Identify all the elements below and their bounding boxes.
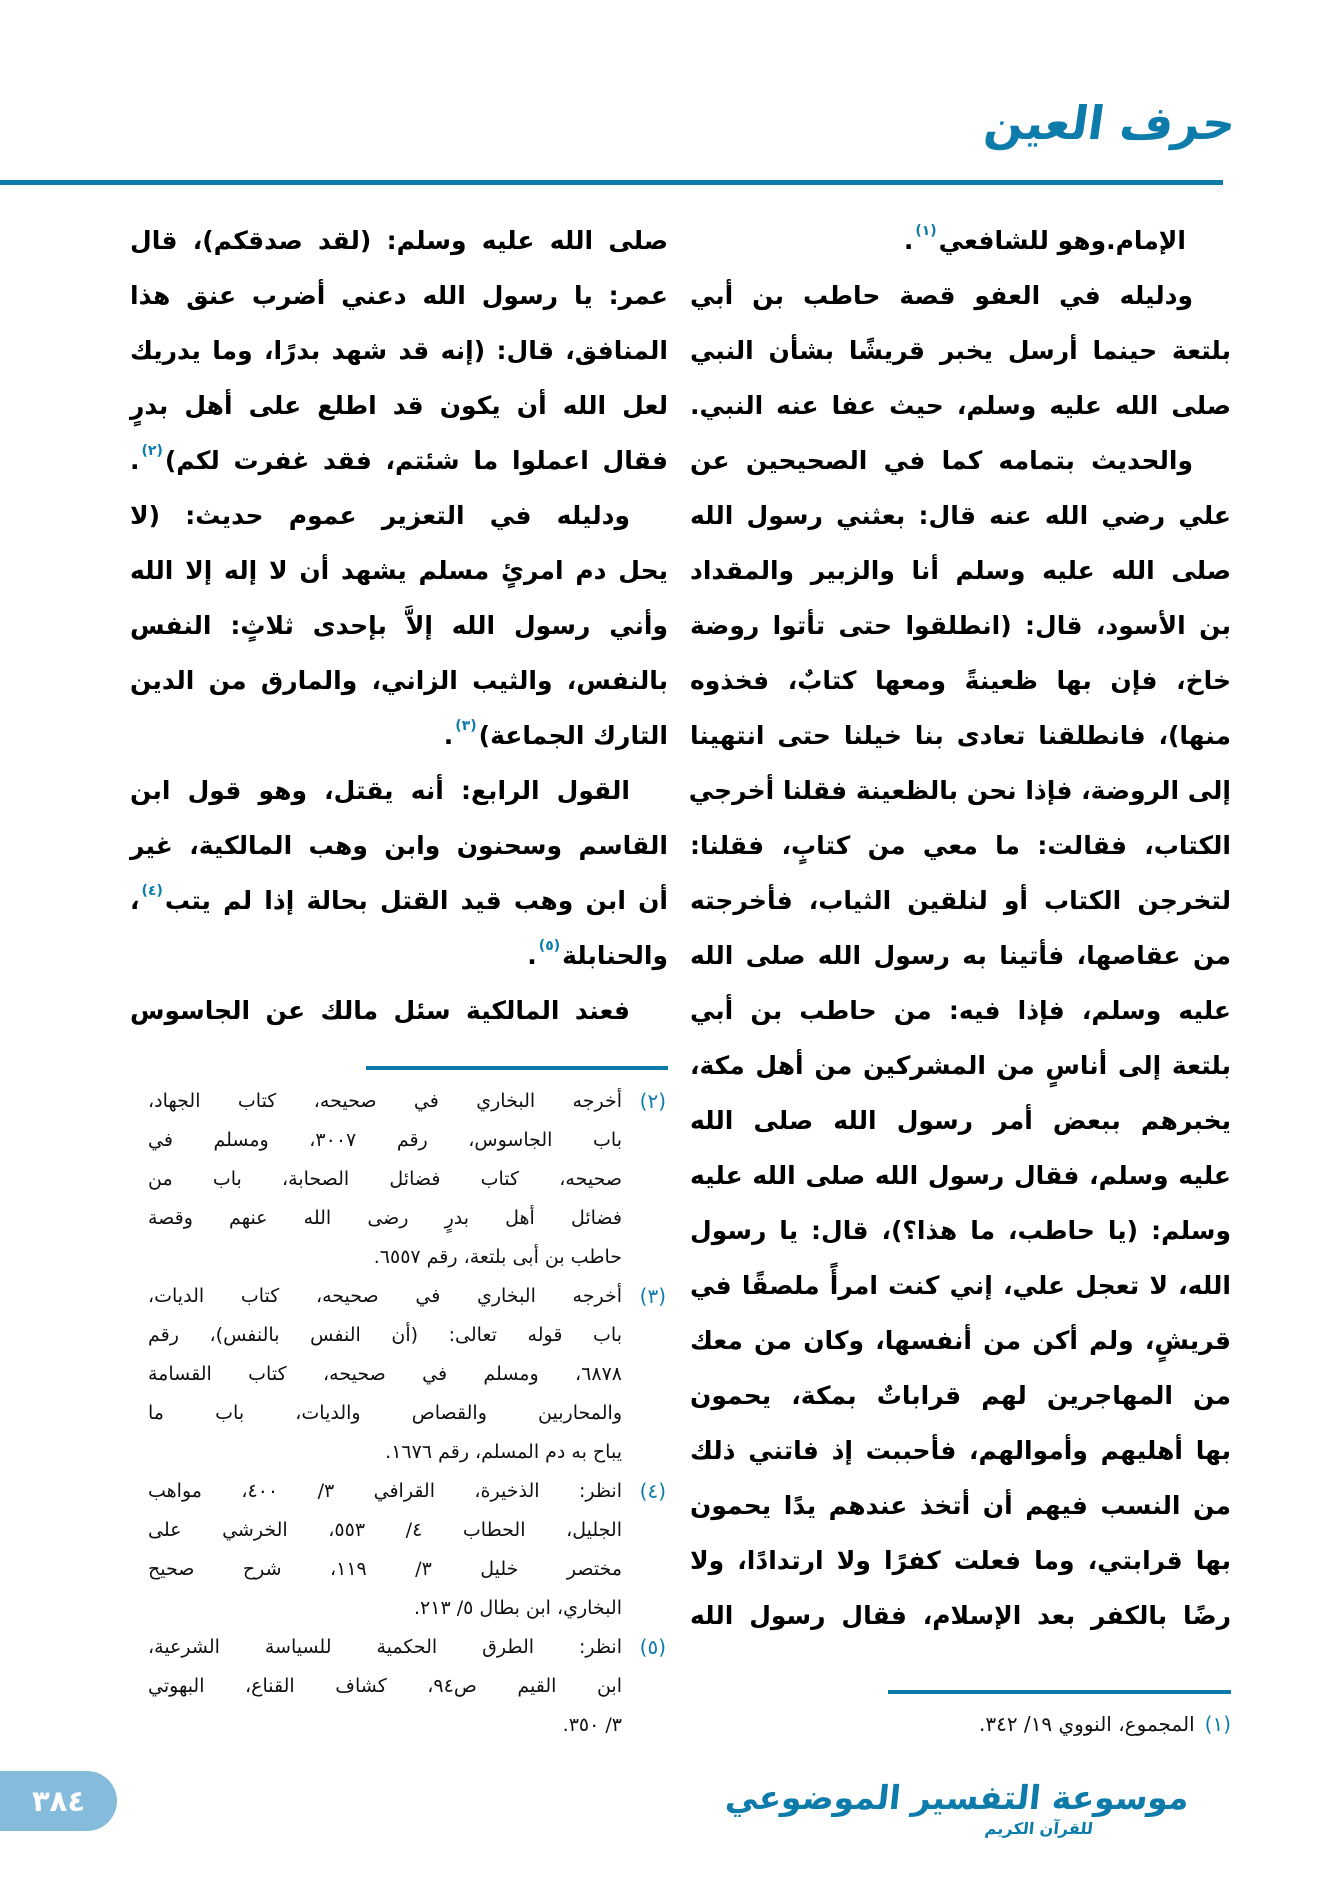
footnote [130, 1277, 668, 1472]
footnote-number: (٤) [639, 1479, 666, 1503]
body-text-line: قريشٍ، ولم أكن من أنفسها، وكان من معك [690, 1326, 1231, 1355]
body-text-line: إلى الروضة، فإذا نحن بالظعينة فقلنا أخرجي [688, 776, 1231, 805]
body-text-line: صلى الله عليه وسلم: (لقد صدقكم)، قال [130, 226, 668, 255]
footnote-text-line: مختصر خليل ٣/ ١١٩، شرح صحيح [148, 1558, 623, 1580]
body-text-line: المنافق، قال: (إنه قد شهد بدرًا، وما يدريك [130, 336, 668, 365]
footnote-ref: (٢) [141, 443, 163, 459]
body-text-line: ودليله في التعزير عموم حديث: (لا [130, 501, 630, 530]
footnote-number: (٣) [639, 1284, 666, 1308]
footnote-text-line: ابن القيم ص٩٤، كشاف القناع، البهوتي [148, 1675, 622, 1697]
footnote-text-line: أخرجه البخاري في صحيحه، كتاب الجهاد، [148, 1090, 622, 1112]
footnote-ref: (٥) [538, 938, 561, 954]
footnote-text-line: حاطب بن أبى بلتعة، رقم ٦٥٥٧. [373, 1246, 622, 1268]
page-number-badge: ٣٨٤ [0, 1771, 117, 1831]
body-text-line: وأني رسول الله إلاَّ بإحدى ثلاثٍ: النفس [130, 611, 668, 640]
body-text-line: لتخرجن الكتاب أو لنلقين الثياب، فأخرجته [690, 886, 1231, 915]
footnote-area-left [130, 1082, 668, 1745]
body-text-line: الإمام.وهو للشافعي$^{(١)}$. [903, 223, 1186, 255]
footnote-text-line: باب قوله تعالى: (أن النفس بالنفس)، رقم [148, 1324, 622, 1346]
footnote-text-line: يباح به دم المسلم، رقم ١٦٧٦. [385, 1441, 622, 1463]
footnote-text-line: انظر: الذخيرة، القرافي ٣/ ٤٠٠، مواهب [148, 1480, 622, 1502]
body-text-line: أن ابن وهب قيد القتل بحالة إذا لم يتب$^{(٤)}$، [130, 883, 668, 915]
footnote-text-line: ٣/ ٣٥٠. [562, 1714, 622, 1736]
footnote-lines [130, 1277, 622, 1472]
body-text-line: من النسب فيهم أن أتخذ عندهم يدًا يحمون [690, 1491, 1231, 1520]
body-text-line: منها)، فانطلقنا تعادى بنا خيلنا حتى انتهينا [690, 721, 1231, 750]
footnote [130, 1628, 668, 1745]
header-rule [0, 180, 1223, 185]
body-text-line: صلى الله عليه وسلم، حيث عفا عنه النبي. [690, 391, 1231, 420]
footnote-number: (٢) [639, 1089, 666, 1113]
body-text-line: رضًا بالكفر بعد الإسلام، فقال رسول الله [690, 1601, 1231, 1630]
footnote-text-line: والمحاربين والقصاص والديات، باب ما [148, 1402, 622, 1424]
body-text-line: بها قرابتي، وما فعلت كفرًا ولا ارتدادًا، ولا [690, 1546, 1231, 1575]
body-text-line: الله، لا تعجل علي، إني كنت امرأً ملصقًا في [690, 1271, 1231, 1300]
footnote-text-line: فضائل أهل بدرٍ رضى الله عنهم وقصة [148, 1207, 622, 1229]
footnote [130, 1472, 668, 1628]
footnote-separator-right [888, 1690, 1231, 1694]
footnote-text-line: البخاري، ابن بطال ٥/ ٢١٣. [414, 1597, 622, 1619]
chapter-title: حرف العين [980, 96, 1239, 150]
body-text-line: وسلم: (يا حاطب، ما هذا؟)، قال: يا رسول [690, 1216, 1231, 1245]
body-text-line: عليه وسلم، فإذا فيه: من حاطب بن أبي [690, 996, 1231, 1025]
body-column-right [690, 213, 1231, 1643]
footnote-ref: (١) [915, 223, 937, 239]
body-text-line: صلى الله عليه وسلم أنا والزبير والمقداد [690, 556, 1231, 585]
body-text-line: بالنفس، والثيب الزاني، والمارق من الدين [130, 666, 668, 695]
footnote-text-line: أخرجه البخاري في صحيحه، كتاب الديات، [148, 1285, 622, 1307]
logo-sub-calligraphy: للقرآن الكريم [983, 1819, 1095, 1838]
body-text-line: علي رضي الله عنه قال: بعثني رسول الله [690, 501, 1231, 530]
body-text-line: التارك الجماعة)$^{(٣)}$. [443, 718, 668, 750]
footnote-lines [130, 1628, 622, 1745]
footnote-lines [130, 1472, 622, 1628]
footnote-ref: (٤) [141, 883, 163, 899]
footnote-text-line: انظر: الطرق الحكمية للسياسة الشرعية، [148, 1636, 622, 1658]
body-text-line: عمر: يا رسول الله دعني أضرب عنق هذا [130, 281, 668, 310]
body-text-line: من المهاجرين لهم قراباتٌ بمكة، يحمون [690, 1381, 1231, 1410]
footnote-lines [130, 1082, 622, 1277]
body-text-line: عليه وسلم، فقال رسول الله صلى الله عليه [690, 1161, 1231, 1190]
footnote-text-line: صحيحه، كتاب فضائل الصحابة، باب من [148, 1168, 622, 1190]
body-text-line: بلتعة إلى أناسٍ من المشركين من أهل مكة، [690, 1051, 1231, 1080]
body-text-line: الكتاب، فقالت: ما معي من كتابٍ، فقلنا: [690, 831, 1231, 860]
footnote-ref: (٣) [455, 718, 477, 734]
body-text-line: القول الرابع: أنه يقتل، وهو قول ابن [130, 776, 630, 805]
body-text-line: والحديث بتمامه كما في الصحيحين عن [690, 446, 1193, 475]
page-footnote-right [690, 1702, 1231, 1746]
footnote-text: المجموع، النووي ١٩/ ٣٤٢. [978, 1712, 1195, 1736]
body-text-line: يحل دم امرئٍ مسلم يشهد أن لا إله إلا الله [130, 556, 668, 585]
footnote-number: (١) [1204, 1712, 1231, 1736]
body-text-line: يخبرهم ببعض أمر رسول الله صلى الله [690, 1106, 1231, 1135]
body-text-line: بلتعة حينما أرسل يخبر قريشًا بشأن النبي [690, 336, 1231, 365]
body-text-line: بها أهليهم وأموالهم، فأحببت إذ فاتني ذلك [690, 1436, 1231, 1465]
body-text-line: خاخ، فإن بها ظعينةً ومعها كتابٌ، فخذوه [690, 666, 1231, 695]
footnote [130, 1082, 668, 1277]
footnote-text-line: ٦٨٧٨، ومسلم في صحيحه، كتاب القسامة [148, 1363, 622, 1385]
footnote-text-line: باب الجاسوس، رقم ٣٠٠٧، ومسلم في [148, 1129, 622, 1151]
body-text-line: فقال اعملوا ما شئتم، فقد غفرت لكم)$^{(٢)}$. [130, 443, 668, 475]
body-column-left [130, 213, 668, 1038]
body-text-line: فعند المالكية سئل مالك عن الجاسوس [130, 996, 630, 1025]
body-text-line: والحنابلة$^{(٥)}$. [527, 938, 668, 970]
footnote-separator-left [366, 1066, 668, 1070]
body-text-line: لعل الله أن يكون قد اطلع على أهل بدرٍ [130, 391, 668, 420]
body-text-line: بن الأسود، قال: (انطلقوا حتى تأتوا روضة [690, 611, 1231, 640]
body-text-line: من عقاصها، فأتينا به رسول الله صلى الله [690, 941, 1231, 970]
publisher-logo [723, 1778, 1192, 1838]
logo-main-calligraphy: موسوعة التفسير الموضوعي [723, 1778, 1192, 1817]
footnote-text-line: الجليل، الحطاب ٤/ ٥٥٣، الخرشي على [148, 1519, 622, 1541]
body-text-line: القاسم وسحنون وابن وهب المالكية، غير [130, 831, 668, 860]
body-text-line: ودليله في العفو قصة حاطب بن أبي [690, 281, 1193, 310]
footnote-number: (٥) [639, 1635, 666, 1659]
